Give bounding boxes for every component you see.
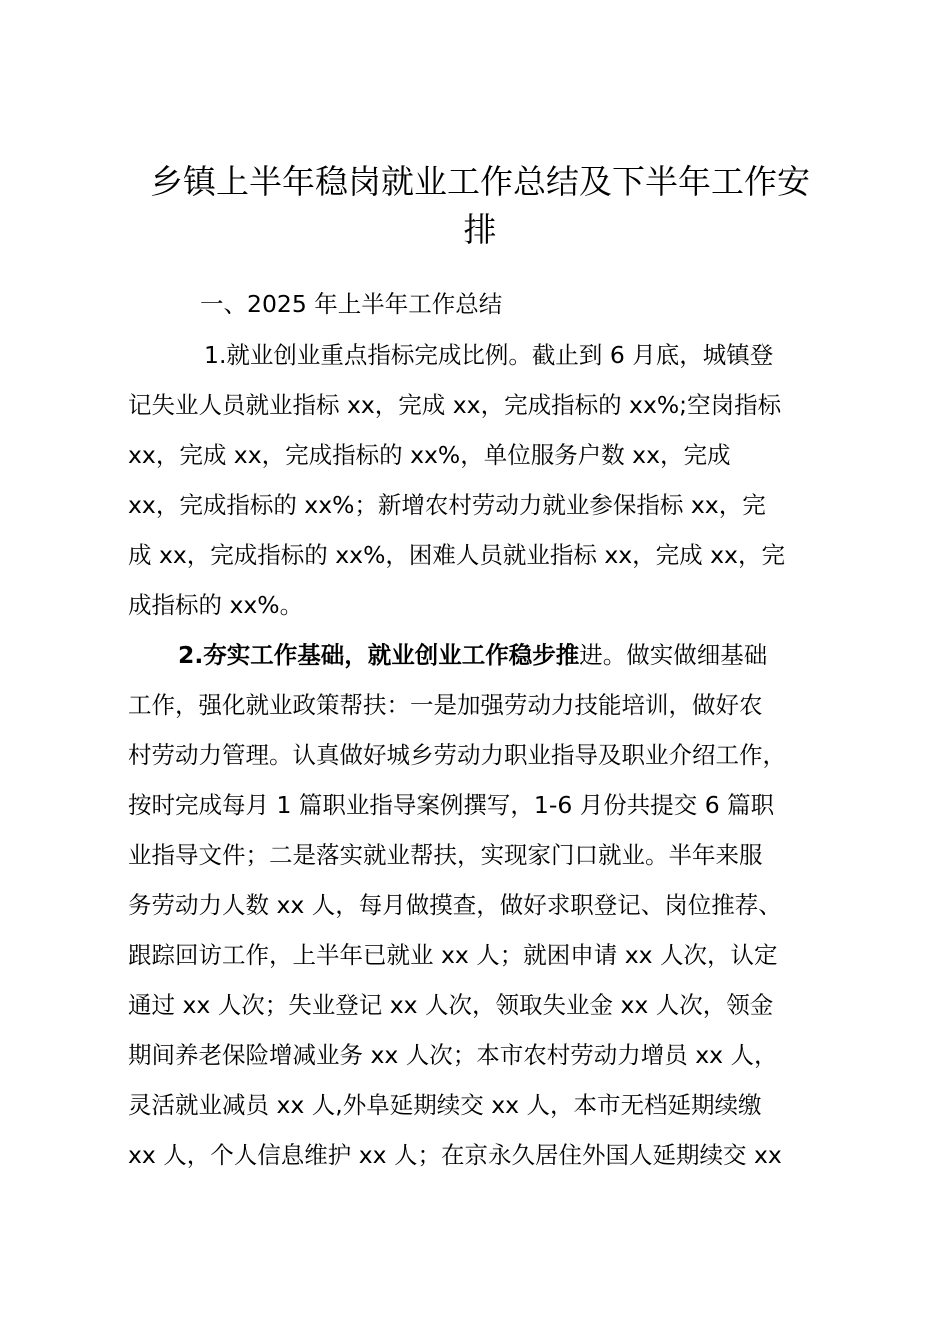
para2-line: 灵活就业减员 xx 人,外阜延期续交 xx 人，本市无档延期续缴: [128, 1091, 762, 1119]
para2-first-line: [178, 637, 767, 673]
para2-bold-lead: 2.夯实工作基础，就业创业工作稳步推: [178, 641, 580, 669]
para1-line: 成指标的 xx%。: [128, 591, 304, 619]
para2-line: 期间养老保险增减业务 xx 人次；本市农村劳动力增员 xx 人，: [128, 1041, 778, 1069]
para1-line: 1.就业创业重点指标完成比例。截止到 6 月底，城镇登: [204, 341, 774, 369]
title-line-1: 乡镇上半年稳岗就业工作总结及下半年工作安: [150, 162, 810, 201]
para2-line: 通过 xx 人次；失业登记 xx 人次，领取失业金 xx 人次，领金: [128, 991, 774, 1019]
title-line-2: 排: [463, 210, 497, 249]
para1-line: 记失业人员就业指标 xx，完成 xx，完成指标的 xx%;空岗指标: [128, 391, 782, 419]
para1-line: xx，完成指标的 xx%；新增农村劳动力就业参保指标 xx，完: [128, 491, 766, 519]
document-title: [100, 158, 860, 254]
para1-line: xx，完成 xx，完成指标的 xx%，单位服务户数 xx，完成: [128, 441, 731, 469]
para2-line: 按时完成每月 1 篇职业指导案例撰写，1-6 月份共提交 6 篇职: [128, 791, 775, 819]
section-heading: 一、2025 年上半年工作总结: [200, 290, 503, 318]
para2-line: 务劳动力人数 xx 人，每月做摸查，做好求职登记、岗位推荐、: [128, 891, 782, 919]
para2-first-rest: 进。做实做细基础: [579, 641, 768, 669]
para2-line: xx 人，个人信息维护 xx 人；在京永久居住外国人延期续交 xx: [128, 1141, 782, 1169]
para2-line: 工作，强化就业政策帮扶：一是加强劳动力技能培训，做好农: [128, 691, 763, 719]
para1-line: 成 xx，完成指标的 xx%，困难人员就业指标 xx，完成 xx，完: [128, 541, 785, 569]
para2-line: 村劳动力管理。认真做好城乡劳动力职业指导及职业介绍工作，: [128, 741, 786, 769]
para2-line: 业指导文件；二是落实就业帮扶，实现家门口就业。半年来服: [128, 841, 763, 869]
para2-line: 跟踪回访工作，上半年已就业 xx 人；就困申请 xx 人次，认定: [128, 941, 778, 969]
